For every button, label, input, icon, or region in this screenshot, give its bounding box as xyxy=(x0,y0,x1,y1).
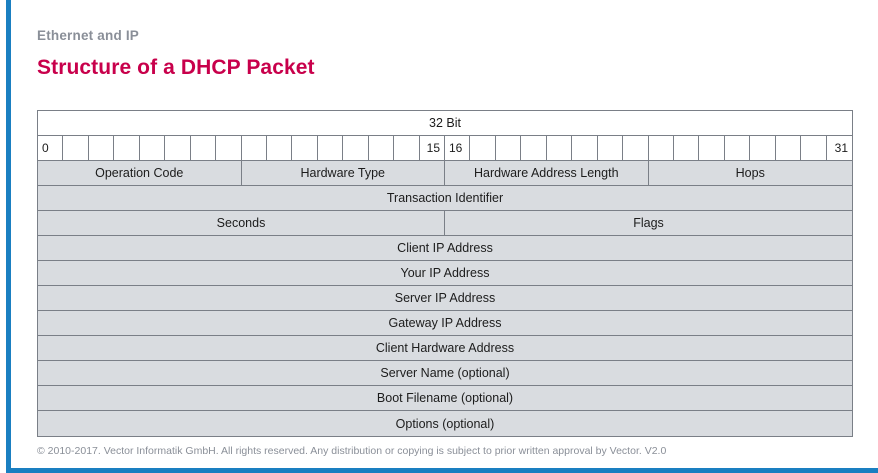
field-hardware-type: Hardware Type xyxy=(242,161,446,186)
bit-tick xyxy=(343,136,368,161)
bit-tick xyxy=(394,136,419,161)
bit-tick xyxy=(725,136,750,161)
packet-row xyxy=(38,311,852,336)
packet-row xyxy=(38,386,852,411)
field-boot-filename: Boot Filename (optional) xyxy=(38,386,852,411)
bit-label-0: 0 xyxy=(38,136,63,161)
field-gateway-ip-address: Gateway IP Address xyxy=(38,311,852,336)
bit-label-16: 16 xyxy=(445,136,470,161)
field-transaction-identifier: Transaction Identifier xyxy=(38,186,852,211)
field-hops: Hops xyxy=(649,161,853,186)
bit-tick xyxy=(572,136,597,161)
packet-row xyxy=(38,186,852,211)
bit-tick xyxy=(801,136,826,161)
page-title: Structure of a DHCP Packet xyxy=(37,56,315,79)
bit-tick xyxy=(140,136,165,161)
bit-tick xyxy=(547,136,572,161)
bit-tick xyxy=(699,136,724,161)
dhcp-packet-diagram xyxy=(37,110,853,437)
bit-tick xyxy=(318,136,343,161)
bit-tick xyxy=(649,136,674,161)
bit-tick xyxy=(470,136,495,161)
field-client-hardware-address: Client Hardware Address xyxy=(38,336,852,361)
packet-row xyxy=(38,336,852,361)
bit-tick xyxy=(521,136,546,161)
packet-row xyxy=(38,236,852,261)
field-seconds: Seconds xyxy=(38,211,445,236)
bit-tick xyxy=(496,136,521,161)
bit-tick xyxy=(674,136,699,161)
field-operation-code: Operation Code xyxy=(38,161,242,186)
packet-row xyxy=(38,361,852,386)
bit-tick xyxy=(750,136,775,161)
slide-eyebrow: Ethernet and IP xyxy=(37,28,140,43)
bit-tick xyxy=(165,136,190,161)
bit-tick xyxy=(216,136,241,161)
bit-label-31: 31 xyxy=(827,136,852,161)
field-hardware-address-length: Hardware Address Length xyxy=(445,161,649,186)
packet-width-header-row xyxy=(38,111,852,136)
bottom-accent-bar xyxy=(6,468,878,473)
bit-tick xyxy=(776,136,801,161)
copyright-footer: © 2010-2017. Vector Informatik GmbH. All rights reserved. Any distribution or copying is subject to prior written approval by Vector. V2.0 xyxy=(37,445,667,457)
bit-tick xyxy=(114,136,139,161)
field-client-ip-address: Client IP Address xyxy=(38,236,852,261)
bit-tick xyxy=(267,136,292,161)
bit-tick xyxy=(89,136,114,161)
packet-row xyxy=(38,411,852,436)
bit-tick xyxy=(63,136,88,161)
bit-ruler-row xyxy=(38,136,852,161)
field-server-ip-address: Server IP Address xyxy=(38,286,852,311)
packet-row xyxy=(38,286,852,311)
field-your-ip-address: Your IP Address xyxy=(38,261,852,286)
bit-tick xyxy=(292,136,317,161)
bit-tick xyxy=(623,136,648,161)
packet-row xyxy=(38,261,852,286)
bit-label-15: 15 xyxy=(420,136,445,161)
packet-width-label: 32 Bit xyxy=(38,111,852,136)
bit-tick xyxy=(242,136,267,161)
bit-tick xyxy=(598,136,623,161)
packet-row xyxy=(38,211,852,236)
field-options: Options (optional) xyxy=(38,411,852,436)
bit-tick xyxy=(191,136,216,161)
packet-row xyxy=(38,161,852,186)
left-accent-rule xyxy=(6,0,11,473)
field-flags: Flags xyxy=(445,211,852,236)
bit-tick xyxy=(369,136,394,161)
field-server-name: Server Name (optional) xyxy=(38,361,852,386)
